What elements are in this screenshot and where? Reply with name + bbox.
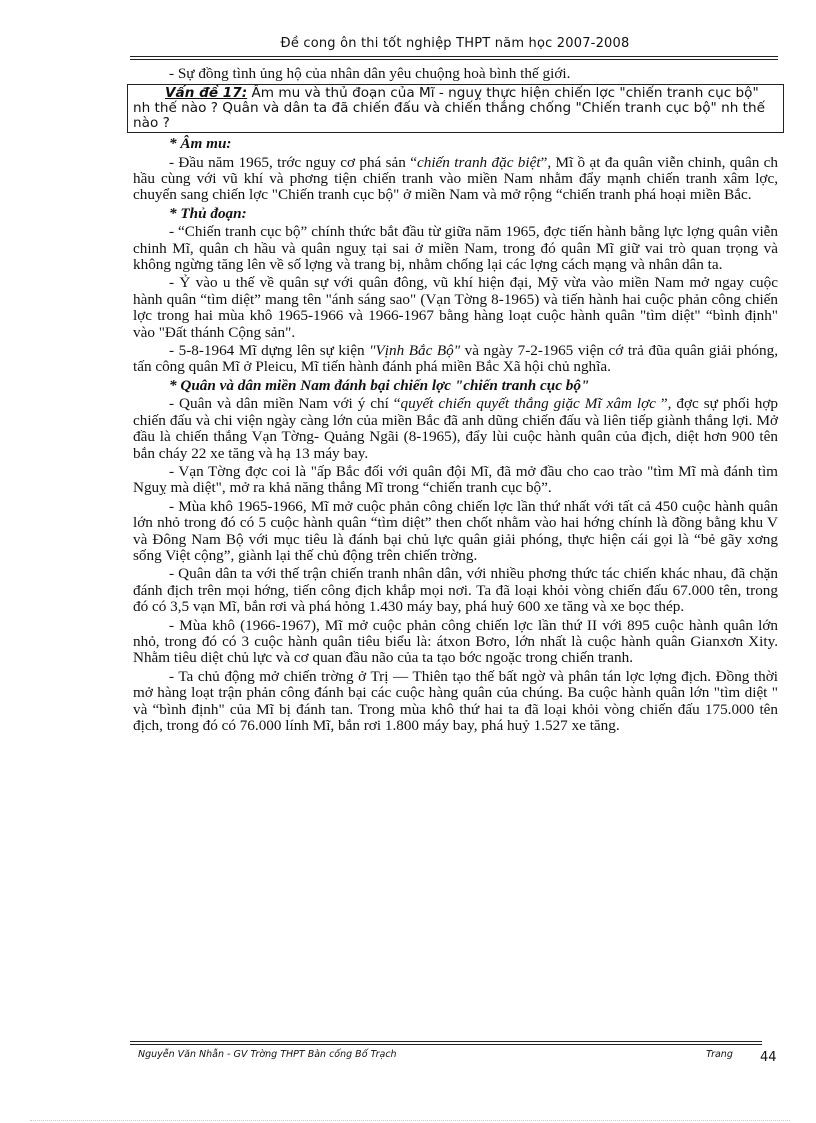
paragraph-am-mu: - Đầu năm 1965, trớc nguy cơ phá sản “chiến tranh đặc biệt”, Mĩ ồ ạt đa quân viễn chinh, quân ch hầu cùng với vũ khí và phơng tiện chiến tranh vào miền Nam nhằm đẩy mạnh chiến tranh xâm lợc, chuyển sang chiến lợc "Chiến tranh cục bộ" ở miền Nam và mở rộng “chiến tranh phá hoại miền Bắc. — [133, 153, 778, 204]
heading-quan-dan: * Quân và dân miền Nam đánh bại chiến lợc "chiến tranh cục bộ" — [169, 376, 590, 394]
footer-author: Nguyễn Văn Nhẫn - GV Trờng THPT Bàn cống Bố Trạch — [138, 1049, 397, 1060]
intro-line: - Sự đồng tình ủng hộ của nhân dân yêu chuộng hoà bình thế giới. — [169, 65, 571, 82]
footer-page-label: Trang — [706, 1049, 733, 1060]
page-header: Đề cong ôn thi tốt nghiệp THPT năm học 2007-2008 — [280, 36, 630, 51]
paragraph-van-tuong: - Vạn Tờng đợc coi là "ấp Bắc đối với quân đội Mĩ, đã mở đầu cho cao trào "tìm Mĩ mà đánh tìm Nguỵ mà diệt", mở ra khả năng thắng Mĩ trong “chiến tranh cục bộ”. — [133, 462, 778, 497]
paragraph-mua-kho-2: - Mùa khô (1966-1967), Mĩ mở cuộc phản công chiến lợc lần thứ II với 895 cuộc hành quân lớn nhỏ, trong đó có 3 cuộc hành quân tiêu biểu là: átxon Bơro, lớn nhất là cuộc hành quân Gianxơn Xity. Nhằm tiêu diệt chủ lực và cơ quan đầu não của ta tạo bớc ngoặc trong chiến tranh. — [133, 616, 778, 667]
paragraph-quyet-chien: - Quân và dân miền Nam với ý chí “quyết chiến quyết thắng giặc Mĩ xâm lợc ”, đợc sự phối hợp chiến đấu và chi viện ngày càng lớn của miền Bắc đã anh dũng chiến đấu và liên tiếp giành thắng lợi. Mở đầu là chiến thắng Vạn Tờng- Quảng Ngãi (8-1965), đẩy lùi cuộc hành quân của địch, diệt hơn 900 tên bắn cháy 22 xe tăng và hạ 13 máy bay. — [133, 395, 779, 462]
issue-label: Vấn đề 17: — [165, 85, 248, 102]
issue-box — [127, 84, 784, 133]
paragraph-thu-doan-2: - Ỷ vào u thế về quân sự với quân đông, vũ khí hiện đại, Mỹ vừa vào miền Nam mở ngay cuộc hành quân “tìm diệt” mang tên "ánh sáng sao" (Vạn Tờng 8-1965) và tiến hành hai cuộc phản công chiến lợc trong hai mùa khô 1965-1966 và 1966-1967 bằng hàng loạt cuộc hành quân "tìm diệt" “bình định" vào "Đất thánh Cộng sản". — [133, 274, 778, 341]
paragraph-thu-doan-1: - “Chiến tranh cục bộ” chính thức bắt đầu từ giữa năm 1965, đợc tiến hành bằng lực lợng quân viễn chinh Mĩ, quân ch hầu và quân nguỵ tại sai ở miền Nam, trong đó quân Mĩ giữ vai trò quan trọng và không ngừng tăng lên về số lợng và trang bị, nhằm chống lại các lợng cách mạng và nhân dân ta. — [133, 223, 778, 274]
paragraph-mua-kho-1: - Mùa khô 1965-1966, Mĩ mở cuộc phản công chiến lợc lần thứ nhất với tất cả 450 cuộc hành quân lớn nhỏ trong đó có 5 cuộc hành quân “tìm diệt” then chốt nhằm vào hai hớng chính là đồng bằng khu V và Đông Nam Bộ với mục tiêu là đánh bại chủ lực quân giải phóng, thực hiện cái gọi là “bẻ gãy xơng sống Việt cộng”, giành lại thế chủ động trên chiến trờng. — [133, 497, 778, 564]
heading-thu-doan: * Thủ đoạn: — [169, 204, 247, 222]
paragraph-tri-thien: - Ta chủ động mở chiến trờng ở Trị — Thiên tạo thế bất ngờ và phân tán lợc lợng địch. Đồng thời mở hàng loạt trận phản công đánh bại các cuộc hàng quân của chúng. Ba cuộc hành quân lớn "tìm diệt " và “bình định" của Mĩ bị đánh tan. Trong mùa khô thứ hai ta đã loại khỏi vòng chiến đấu 175.000 tên địch, trong đó có 76.000 lính Mĩ, bắn rơi 1.800 máy bay, phá huỷ 1.527 xe tăng. — [133, 667, 778, 734]
header-divider — [130, 56, 778, 60]
paragraph-vinh-bac-bo: - 5-8-1964 Mĩ dựng lên sự kiện "Vịnh Bắc Bộ" và ngày 7-2-1965 viện cớ trả đũa quân giải phóng, tấn công quân Mĩ ở Pleicu, Mĩ tiến hành đánh phá miền Bắc Xã hội chủ nghĩa. — [133, 342, 778, 376]
paragraph-quan-dan-ta: - Quân dân ta với thế trận chiến tranh nhân dân, với nhiều phơng thức tác chiến khác nhau, đã chặn đánh địch trên mọi hớng, tiến công địch khắp mọi nơi. Ta đã loại khỏi vòng chiến đấu 67.000 tên, trong đó có 3,5 vạn Mĩ, bắn rơi và phá hỏng 1.430 máy bay, phá huỷ 600 xe tăng và xe bọc thép. — [133, 565, 778, 616]
issue-text: Âm mu và thủ đoạn của Mĩ - nguỵ thực hiện chiến lợc "chiến tranh cục bộ" nh thế nào ? Quân và dân ta đã chiến đấu và chiến thắng chống "Chiến tranh cục bộ" nh thế nào ? — [133, 85, 765, 131]
footer-divider — [130, 1041, 762, 1045]
page-bottom-edge — [30, 1120, 790, 1121]
heading-am-mu: * Âm mu: — [169, 135, 232, 153]
document-body — [133, 66, 778, 736]
page-number: 44 — [760, 1050, 777, 1065]
